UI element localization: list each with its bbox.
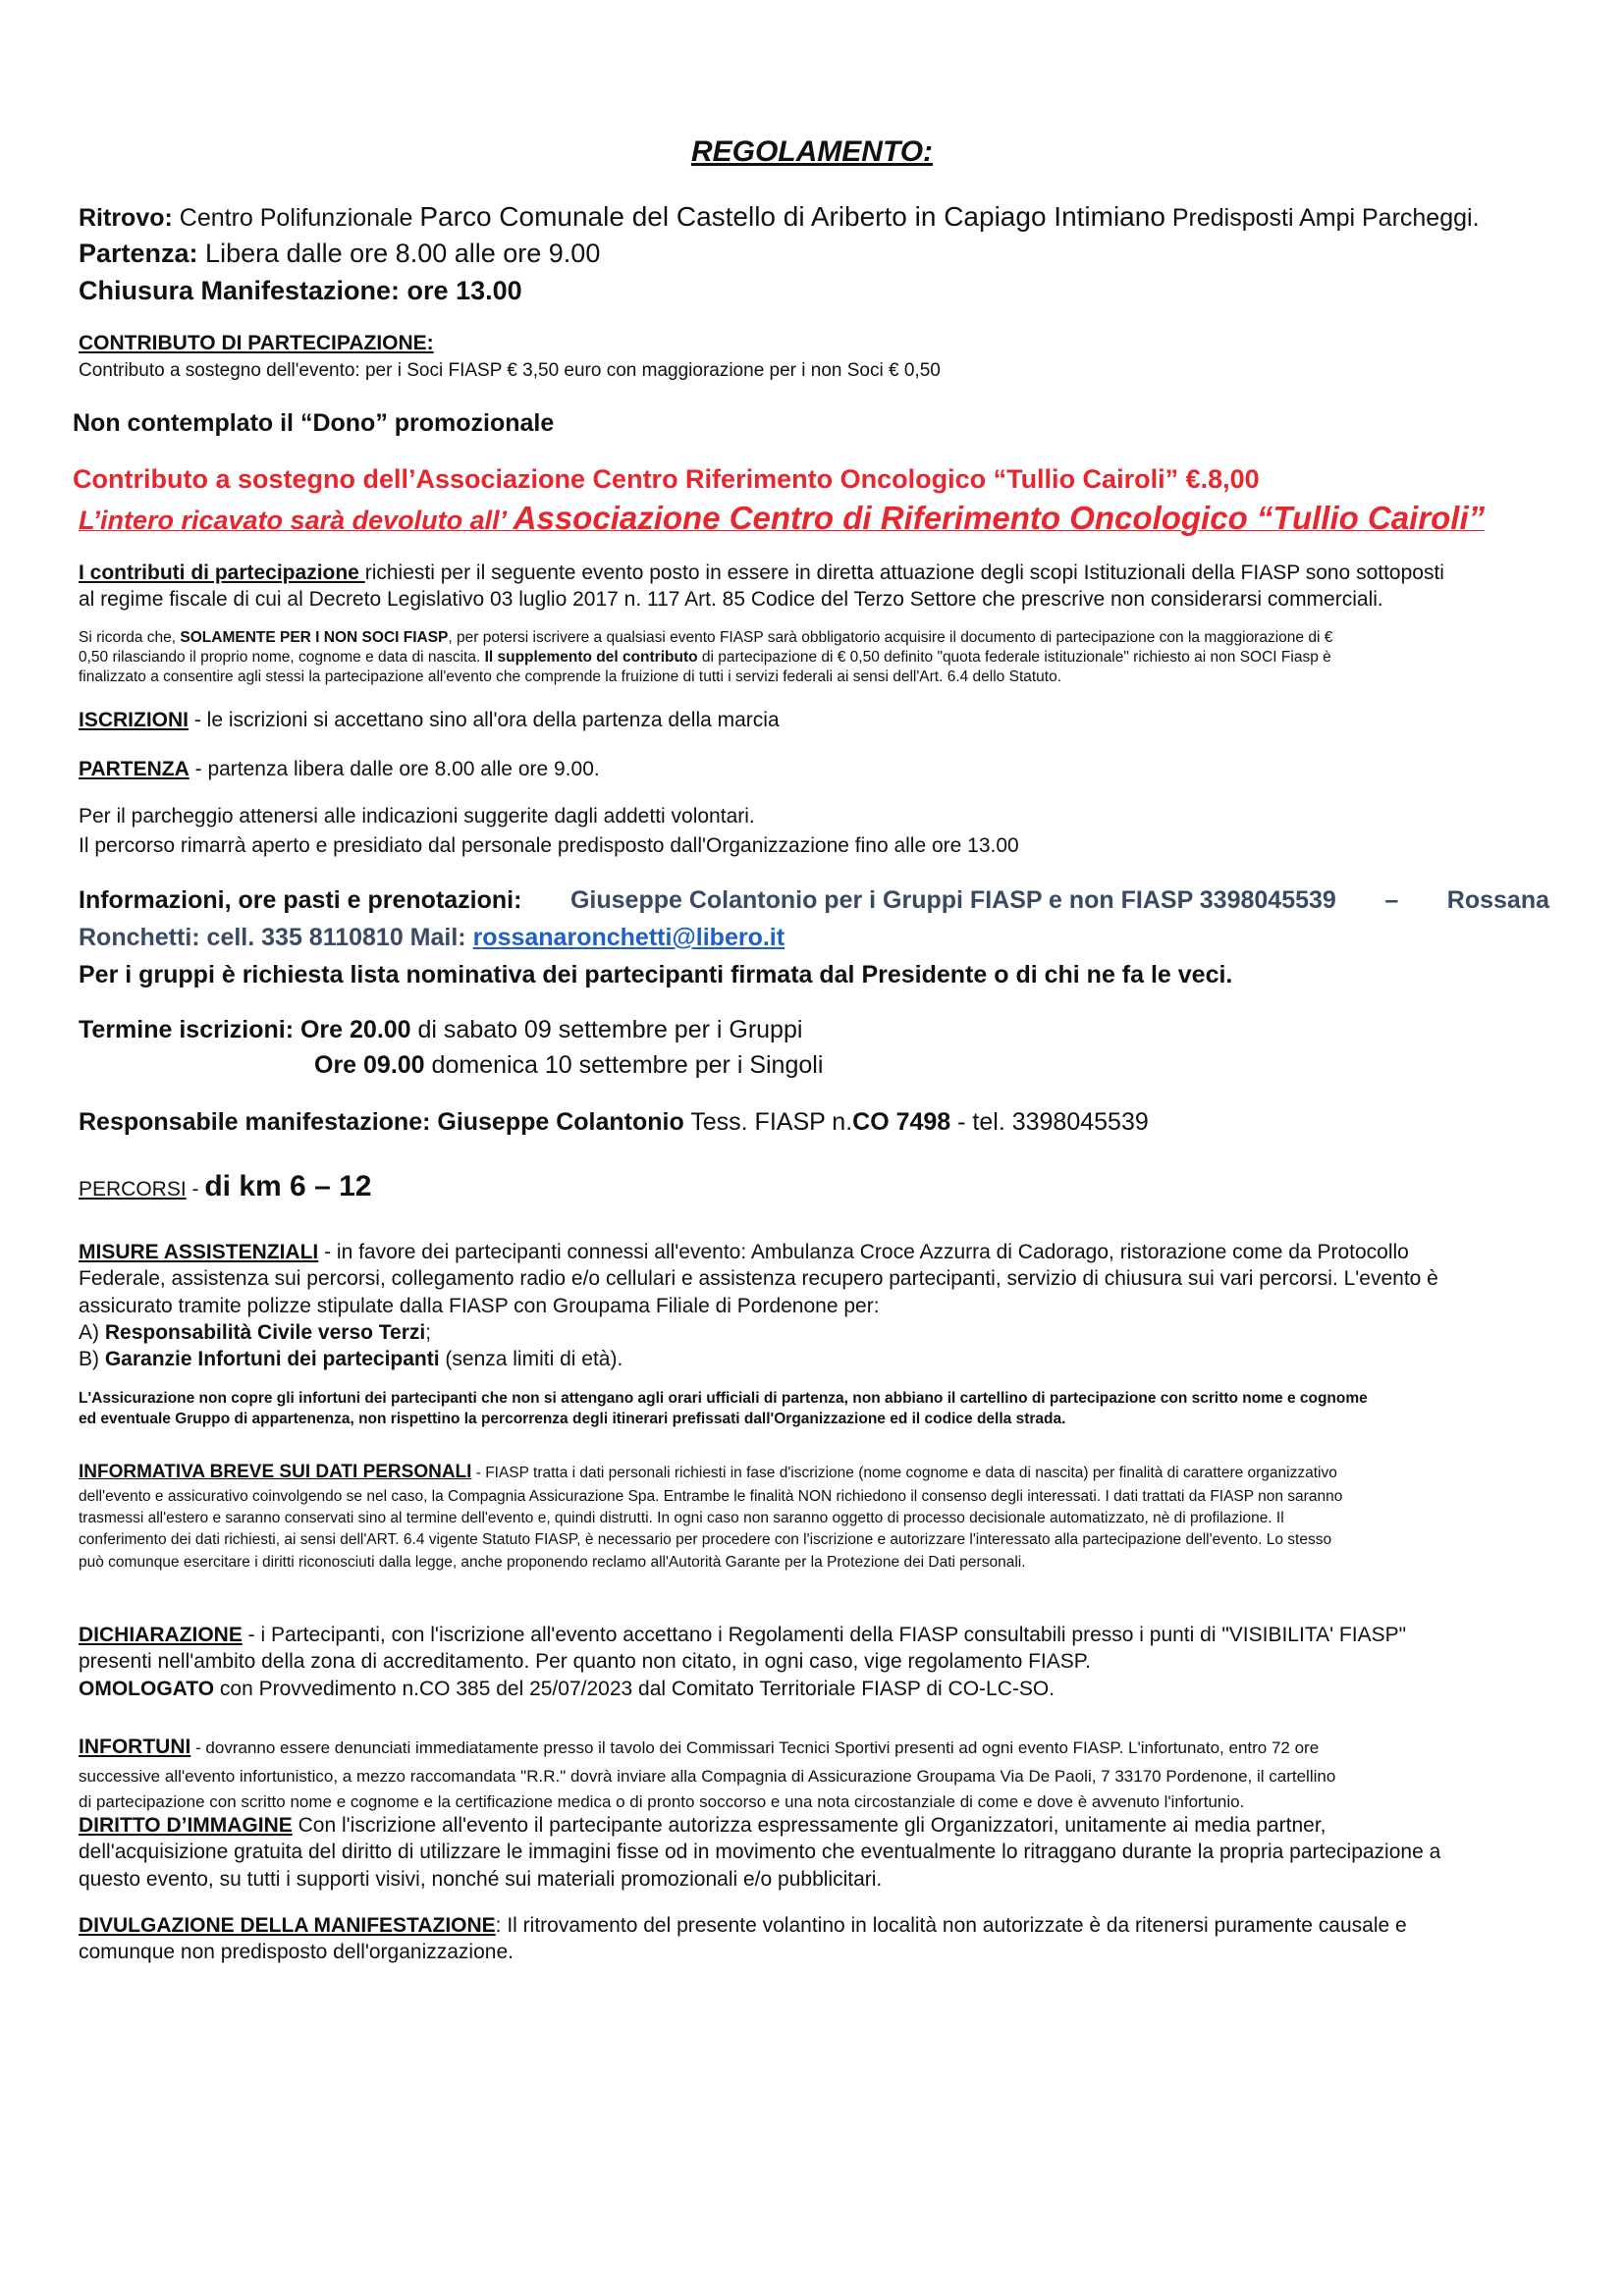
percorsi-line: PERCORSI - di km 6 – 12: [79, 1170, 372, 1202]
iscrizioni-label: ISCRIZIONI: [79, 709, 189, 731]
divulgazione-block: DIVULGAZIONE DELLA MANIFESTAZIONE: Il ritrovamento del presente volantino in località non autorizzate è da ritenersi puramente causale e comunque non predisposto dell'organizzazione.: [79, 1914, 1407, 1964]
non-soci-note: Si ricorda che, SOLAMENTE PER I NON SOCI FIASP, per potersi iscrivere a qualsiasi evento FIASP sarà obbligatorio acquisire il documento di partecipazione con la maggiorazione di € 0,50 rilasciando il proprio nome, cognome e data di nascita. Il supplemento del contributo di partecipazione di € 0,50 definito "quota federale istituzionale" richiesto ai non SOCI Fiasp è finalizzato a consentire agli stessi la partecipazione all'evento che comprende la fruizione di tutti i servizi federali ai sensi dell'Art. 6.4 dello Statuto.: [79, 629, 1333, 686]
dichiarazione-label: DICHIARAZIONE: [79, 1624, 243, 1646]
diritto-label: DIRITTO D’IMMAGINE: [79, 1814, 293, 1837]
supplemento-emphasis: Il supplemento del contributo: [484, 649, 698, 667]
page-title: REGOLAMENTO:: [690, 135, 934, 168]
infortuni-label: INFORTUNI: [79, 1735, 191, 1758]
ritrovo-place: Parco Comunale del Castello di Ariberto in Capiago Intimiano: [419, 201, 1165, 232]
contributi-fiscale-label: I contributi di partecipazione: [79, 561, 365, 584]
responsabile-line: Responsabile manifestazione: Giuseppe Colantonio Tess. FIASP n.CO 7498 - tel. 3398045539: [79, 1108, 1149, 1136]
misure-block: MISURE ASSISTENZIALI - in favore dei partecipanti connessi all'evento: Ambulanza Croce Azzurra di Cadorago, ristorazione come da Protocollo Federale, assistenza sui percorsi, collegamento radio e/o cellulari e assistenza recupero partecipanti, servizio di chiusura sui vari percorsi. L'evento è assicurato tramite polizze stipulate dalla FIASP con Groupama Filiale di Pordenone per: A) Responsabilità Civile verso Terzi; B) Garanzie Infortuni dei partecipanti (senza limiti di età).: [79, 1241, 1438, 1371]
termine-line-1: Termine iscrizioni: Ore 20.00 di sabato 09 settembre per i Gruppi: [79, 1016, 803, 1043]
partenza-top-line: [79, 240, 600, 269]
devoluto-line: [79, 501, 1485, 536]
omologato-label: OMOLOGATO: [79, 1677, 215, 1700]
partenza-label: PARTENZA: [79, 758, 189, 780]
informazioni-line-2: Ronchetti: cell. 335 8110810 Mail: rossanaronchetti@libero.it: [79, 924, 785, 951]
contributi-fiscale-l1: richiesti per il seguente evento posto in essere in diretta attuazione degli scopi Istituzionali della FIASP sono sottoposti: [364, 561, 1444, 584]
percorso-aperto-line: Il percorso rimarrà aperto e presidiato dal personale predisposto dall'Organizzazione fino alle ore 13.00: [79, 834, 1019, 857]
gruppi-line: Per i gruppi è richiesta lista nominativa dei partecipanti firmata dal Presidente o di chi ne fa le veci.: [79, 961, 1233, 988]
ritrovo-parking: Predisposti Ampi Parcheggi.: [1164, 204, 1480, 232]
infortuni-block: INFORTUNI - dovranno essere denunciati immediatamente presso il tavolo dei Commissari Tecnici Sportivi presenti ad ogni evento FIASP. L'infortunato, entro 72 ore successive all'evento infortunistico, a mezzo raccomandata "R.R." dovrà inviare alla Compagnia di Assicurazione Groupama Via De Paoli, 7 33170 Pordenone, il cartellino di partecipazione con scritto nome e cognome e la certificazione medica o di pronto soccorso e una nota circostanziale di come e dove è avvenuto l'infortunio.: [79, 1735, 1336, 1811]
iscrizioni-line: [79, 709, 780, 731]
diritto-block: DIRITTO D’IMMAGINE Con l'iscrizione all'evento il partecipante autorizza espressamente gli Organizzatori, unitamente ai media partner, dell'acquisizione gratuita del diritto di utilizzare le immagini fisse od in movimento che eventualmente lo ritraggano durante la propria partecipazione a questo evento, su tutti i supporti visivi, nonché sui materiali promozionali e/o pubblicitari.: [79, 1814, 1441, 1891]
ritrovo-label: Ritrovo:: [79, 204, 173, 232]
misure-label: MISURE ASSISTENZIALI: [79, 1241, 319, 1263]
partenza-text: - partenza libera dalle ore 8.00 alle ore 9.00.: [189, 758, 600, 780]
non-contemplato: Non contemplato il “Dono” promozionale: [73, 409, 555, 437]
devoluto-name: Associazione Centro di Riferimento Oncologico “Tullio Cairoli”: [513, 500, 1486, 536]
percorsi-label: PERCORSI: [79, 1178, 187, 1201]
partenza-top-text: Libera dalle ore 8.00 alle ore 9.00: [197, 239, 601, 268]
contributi-fiscale: [79, 561, 1549, 612]
termine-line-2: Ore 09.00 domenica 10 settembre per i Singoli: [314, 1051, 824, 1079]
chiusura-line: Chiusura Manifestazione: ore 13.00: [79, 276, 522, 305]
partenza-line: [79, 758, 600, 780]
informazioni-contact: Giuseppe Colantonio per i Gruppi FIASP e non FIASP 3398045539: [569, 886, 1336, 914]
iscrizioni-text: - le iscrizioni si accettano sino all'ora della partenza della marcia: [189, 709, 780, 731]
percorsi-km: di km 6 – 12: [204, 1170, 372, 1202]
sostegno-red: Contributo a sostegno dell’Associazione Centro Riferimento Oncologico “Tullio Cairoli” €.8,00: [73, 464, 1260, 494]
responsabilita-civile: Responsabilità Civile verso Terzi: [104, 1320, 426, 1344]
non-soci-emphasis: SOLAMENTE PER I NON SOCI FIASP: [180, 629, 449, 646]
assicurazione-warning: L'Assicurazione non copre gli infortuni dei partecipanti che non si attengano agli orari ufficiali di partenza, non abbiano il cartellino di partecipazione con scritto nome e cognome ed eventuale Gruppo di appartenenza, non rispettino la percorrenza degli itinerari prefissati dall'Organizzazione ed il codice della strada.: [79, 1390, 1368, 1427]
tessera-code: CO 7498: [852, 1108, 951, 1136]
contributi-fiscale-l2: al regime fiscale di cui al Decreto Legislativo 03 luglio 2017 n. 117 Art. 85 Codice del Terzo Settore che prescrive non considerarsi commerciali.: [79, 588, 1383, 611]
partenza-top-label: Partenza:: [79, 239, 198, 268]
contributo-heading: CONTRIBUTO DI PARTECIPAZIONE:: [79, 332, 434, 354]
termine-label: Termine iscrizioni:: [79, 1016, 300, 1043]
informazioni-label: Informazioni, ore pasti e prenotazioni:: [79, 886, 522, 914]
divulgazione-label: DIVULGAZIONE DELLA MANIFESTAZIONE: [79, 1914, 496, 1937]
informativa-block: INFORMATIVA BREVE SUI DATI PERSONALI - FIASP tratta i dati personali richiesti in fase d'iscrizione (nome cognome e data di nascita) per finalità di carattere organizzativo dell'evento e assicurativo coinvolgendo se nel caso, la Compagnia Assicurazione Spa. Entrambe le finalità NON richiedono il consenso degli interessati. I dati trattati da FIASP non saranno trasmessi all'estero e saranno conservati sino al termine dell'evento e, quindi distrutti. In ogni caso non saranno oggetto di processo decisionale automatizzato, nè di profilazione. Il conferimento dei dati richiesti, ai sensi dell'ART. 6.4 vigente Statuto FIASP, è necessario per procedere con l'iscrizione e autorizzare l'interessato alla partecipazione dell'evento. Lo stesso può comunque esercitare i diritti riconosciuti dalla legge, anche proponendo reclamo all'Autorità Garante per la Protezione dei Dati personali.: [79, 1462, 1343, 1571]
contributo-text: Contributo a sostegno dell'evento: per i Soci FIASP € 3,50 euro con maggiorazione per i non Soci € 0,50: [79, 360, 941, 381]
garanzie-infortuni: Garanzie Infortuni dei partecipanti: [104, 1348, 440, 1371]
devoluto-prefix: L’intero ricavato sarà devoluto all’: [79, 506, 514, 535]
informativa-label: INFORMATIVA BREVE SUI DATI PERSONALI: [79, 1462, 472, 1482]
ritrovo-text-a: Centro Polifunzionale: [172, 204, 420, 232]
informazioni-line-1: Informazioni, ore pasti e prenotazioni: Giuseppe Colantonio per i Gruppi FIASP e non FIASP 3398045539 – Rossana: [79, 886, 1549, 914]
parcheggio-line: Per il parcheggio attenersi alle indicazioni suggerite dagli addetti volontari.: [79, 805, 755, 828]
ritrovo-line: [79, 202, 1480, 233]
responsabile-label: Responsabile manifestazione: Giuseppe Colantonio: [79, 1108, 684, 1136]
dichiarazione-block: DICHIARAZIONE - i Partecipanti, con l'iscrizione all'evento accettano i Regolamenti della FIASP consultabili presso i punti di "VISIBILITA' FIASP" presenti nell'ambito della zona di accreditamento. Per quanto non citato, in ogni caso, vige regolamento FIASP. OMOLOGATO con Provvedimento n.CO 385 del 25/07/2023 dal Comitato Territoriale FIASP di CO-LC-SO.: [79, 1624, 1407, 1700]
email-link[interactable]: rossanaronchetti@libero.it: [472, 924, 785, 951]
